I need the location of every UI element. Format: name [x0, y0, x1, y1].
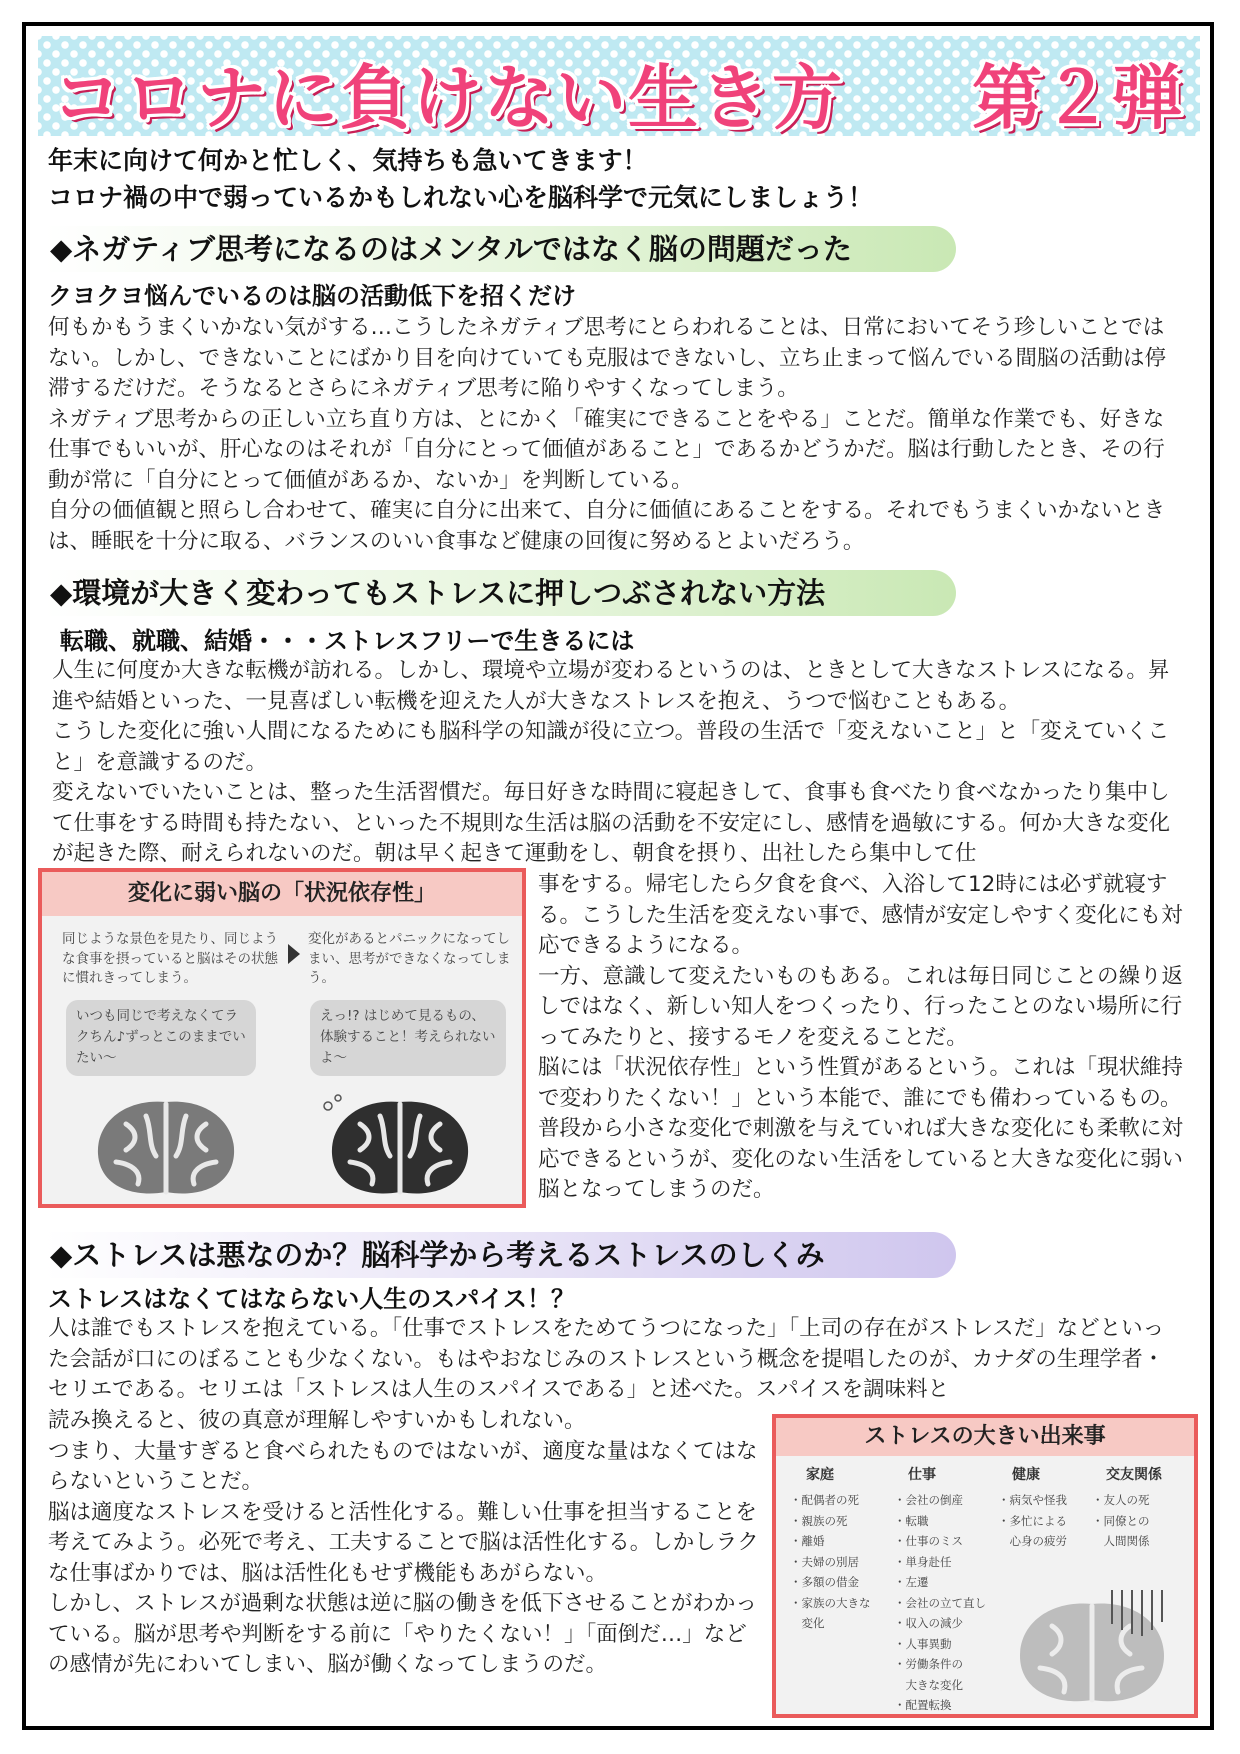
list-item: ・病気や怪我	[998, 1493, 1067, 1507]
column-list-health	[998, 1490, 1067, 1552]
paragraph: しかし、ストレスが過剰な状態は逆に脳の働きを低下させることがわかっている。脳が思考や判断をする前に「やりたくない！」「面倒だ…」などの感情が先にわいてしまい、脳が働くなってしまうのだ。	[48, 1591, 757, 1677]
list-item: 人間関係	[1092, 1534, 1150, 1548]
list-item: 変化	[790, 1616, 825, 1630]
list-item: ・友人の死	[1092, 1493, 1150, 1507]
section2-side-body	[538, 870, 1184, 1206]
section3-side-body	[48, 1406, 764, 1681]
section3-body	[48, 1314, 1183, 1406]
list-item: ・単身赴任	[894, 1554, 952, 1569]
section-heading-negative-thinking: ◆ネガティブ思考になるのはメンタルではなく脳の問題だった	[44, 226, 956, 272]
list-item: ・同僚との	[1092, 1513, 1150, 1528]
figure-left-caption: 同じような景色を見たり、同じような食事を摂っていると脳はその状態に慣れきってしまう。	[62, 931, 278, 986]
paragraph: 一方、意識して変えたいものもある。これは毎日同じことの繰り返しではなく、新しい知人をつくったり、行ったことのない場所に行ってみたりと、接するモノを変えることだ。	[538, 963, 1184, 1050]
calm-brain-icon	[86, 1094, 246, 1200]
list-item: 心身の疲労	[998, 1534, 1067, 1548]
speech-bubble-right: えっ!? はじめて見るもの、体験すること！考えられないよ～	[310, 1000, 506, 1076]
section2-body	[52, 656, 1184, 870]
column-header: 交友関係	[1106, 1467, 1162, 1483]
section-heading-stress-mechanism: ◆ストレスは悪なのか？脳科学から考えるストレスのしくみ	[44, 1232, 956, 1278]
paragraph: 読み換えると、彼の真意が理解しやすいかもしれない。	[48, 1408, 586, 1433]
list-item: ・離婚	[790, 1534, 825, 1548]
paragraph: こうした変化に強い人間になるためにも脳科学の知識が役に立つ。普段の生活で「変えないこと」と「変えていくこと」を意識するのだ。	[52, 719, 1170, 775]
list-item: ・転職	[894, 1513, 929, 1528]
paragraph: 自分の価値観と照らし合わせて、確実に自分に出来て、自分に価値にあることをする。それでもうまくいかないときは、睡眠を十分に取る、バランスのいい食事など健康の回復に努めるとよいだろう。	[48, 498, 1166, 554]
speech-bubble-left: いつも同じで考えなくてラクちん♪ずっとこのままでいたい～	[66, 1000, 256, 1076]
list-item: ・収入の減少	[894, 1616, 963, 1630]
list-item: 大きな変化	[894, 1677, 963, 1692]
paragraph: 脳には「状況依存性」という性質があるという。これは「現状維持で変わりたくない！」という本能で、誰にでも備わっているもの。普段から小さな変化で刺激を与えていれば大きな変化にも柔軟に対応できるというが、変化のない生活をしていると大きな変化に弱い脳となってしまうのだ。	[538, 1055, 1184, 1202]
intro-line: コロナ禍の中で弱っているかもしれない心を脳科学で元気にしましょう！	[48, 183, 874, 212]
paragraph: 何もかもうまくいかない気がする…こうしたネガティブ思考にとらわれることは、日常においてそう珍しいことではない。しかし、できないことにばかり目を向けていても克服はできないし、立ち止まって悩んでいる間脳の活動は停滞するだけだ。そうなるとさらにネガティブ思考に陥りやすくなってしまう。	[48, 315, 1167, 401]
column-list-family	[790, 1490, 871, 1634]
list-item: ・多忙による	[998, 1513, 1067, 1528]
intro-text	[48, 142, 873, 216]
figure-title: ストレスの大きい出来事	[776, 1418, 1194, 1456]
panicked-brain-icon	[320, 1094, 480, 1200]
list-item: ・会社の立て直し	[894, 1595, 986, 1610]
list-item: ・親族の死	[790, 1513, 848, 1528]
banner-title: コロナに負けない生き方	[52, 57, 844, 139]
list-item: ・多額の借金	[790, 1575, 859, 1589]
title-banner	[38, 36, 1200, 139]
stressed-brain-icon	[1002, 1590, 1182, 1712]
list-item: ・夫婦の別居	[790, 1554, 859, 1569]
section-heading-environment-change: ◆環境が大きく変わってもストレスに押しつぶされない方法	[44, 570, 956, 616]
section-subheading: クヨクヨ悩んでいるのは脳の活動低下を招くだけ	[48, 282, 576, 310]
list-item: ・配偶者の死	[790, 1493, 859, 1507]
paragraph: 脳は適度なストレスを受けると活性化する。難しい仕事を担当することを考えてみよう。必死で考え、工夫することで脳は活性化する。しかしラクな仕事ばかりでは、脳は活性化もせず機能もあがらない。	[48, 1499, 759, 1586]
column-list-work	[894, 1490, 986, 1716]
list-item: ・家族の大きな	[790, 1595, 871, 1610]
paragraph: つまり、大量すぎると食べられたものではないが、適度な量はなくてはならないということだ。	[48, 1438, 758, 1494]
intro-line: 年末に向けて何かと忙しく、気持ちも急いてきます！	[48, 146, 648, 175]
figure-right-caption: 変化があるとパニックになってしまい、思考ができなくなってしまう。	[308, 931, 511, 986]
section-subheading: ストレスはなくてはならない人生のスパイス！？	[48, 1285, 576, 1313]
list-item: ・仕事のミス	[894, 1534, 963, 1548]
arrow-right-icon	[288, 944, 300, 964]
list-item: ・労働条件の	[894, 1657, 963, 1671]
situation-dependence-figure	[38, 868, 526, 1208]
list-item: ・左遷	[894, 1575, 929, 1589]
paragraph: 変えないでいたいことは、整った生活習慣だ。毎日好きな時間に寝起きして、食事も食べたり食べなかったり集中して仕事をする時間も持たない、といった不規則な生活は脳の活動を不安定にし、感情を過敏にする。何か大きな変化が起きた際、耐えられないのだ。朝は早く起きて運動をし、朝食を摂り、出社したら集中して仕	[52, 780, 1171, 866]
column-list-relationships	[1092, 1490, 1150, 1552]
stress-events-figure	[772, 1414, 1198, 1718]
paragraph: 人生に何度か大きな転機が訪れる。しかし、環境や立場が変わるというのは、ときとして大きなストレスになる。昇進や結婚といった、一見喜ばしい転機を迎えた人が大きなストレスを抱え、うつで悩むこともある。	[52, 658, 1170, 714]
section-subheading: 転職、就職、結婚・・・ストレスフリーで生きるには	[60, 627, 635, 655]
paragraph: 人は誰でもストレスを抱えている。「仕事でストレスをためてうつになった」「上司の存在がストレスだ」などといった会話が口にのぼることも少なくない。もはやおなじみのストレスという概念を提唱したのが、カナダの生理学者・セリエである。セリエは「ストレスは人生のスパイスである」と述べた。スパイスを調味料と	[48, 1316, 1165, 1402]
column-header: 健康	[1012, 1467, 1040, 1483]
list-item: ・配置転換	[894, 1698, 952, 1712]
banner-issue: 第２弾	[972, 57, 1182, 139]
paragraph: 事をする。帰宅したら夕食を食べ、入浴して12時には必ず就寝する。こうした生活を変えない事で、感情が安定しやすく変化にも対応できるようになる。	[538, 872, 1183, 958]
list-item: ・会社の倒産	[894, 1493, 963, 1507]
section1-body	[48, 313, 1183, 557]
list-item: ・人事異動	[894, 1636, 952, 1651]
paragraph: ネガティブ思考からの正しい立ち直り方は、とにかく「確実にできることをやる」ことだ。簡単な作業でも、好きな仕事でもいいが、肝心なのはそれが「自分にとって価値があること」であるかどうかだ。脳は行動したとき、その行動が常に「自分にとって価値があるか、ないか」を判断している。	[48, 406, 1165, 493]
figure-title: 変化に弱い脳の「状況依存性」	[42, 872, 522, 916]
column-header: 家庭	[806, 1467, 834, 1483]
column-header: 仕事	[908, 1467, 936, 1483]
